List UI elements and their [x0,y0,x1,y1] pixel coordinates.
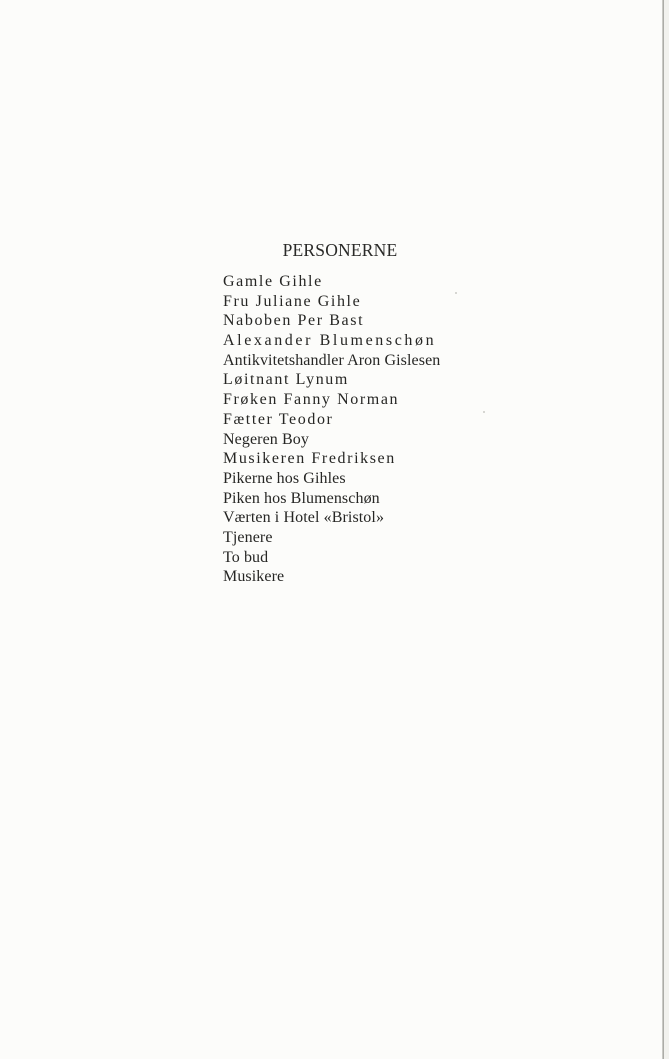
character-item: Tjenere [223,528,273,546]
character-item: Værten i Hotel «Bristol» [223,509,385,527]
character-item: Piken hos Blumenschøn [223,489,380,507]
character-item: Fætter Teodor [223,410,334,428]
paper-speck [483,411,485,413]
character-list [223,272,440,587]
character-item: Løitnant Lynum [223,371,349,389]
character-item: Pikerne hos Gihles [223,469,346,487]
character-item: Musikeren Fredriksen [223,450,396,468]
character-item: Frøken Fanny Norman [223,391,400,409]
paper-speck [455,292,457,294]
character-item: Fru Juliane Gihle [223,292,362,310]
page-title: PERSONERNE [282,240,398,260]
page-edge-shade [664,0,669,1059]
character-item: Negeren Boy [223,430,309,448]
character-item: Alexander Blumenschøn [223,332,437,350]
character-item: To bud [223,548,269,566]
character-item: Antikvitetshandler Aron Gislesen [223,351,441,369]
character-item: Gamle Gihle [223,273,323,290]
character-item: Naboben Per Bast [223,312,365,330]
character-item: Musikere [223,568,285,586]
